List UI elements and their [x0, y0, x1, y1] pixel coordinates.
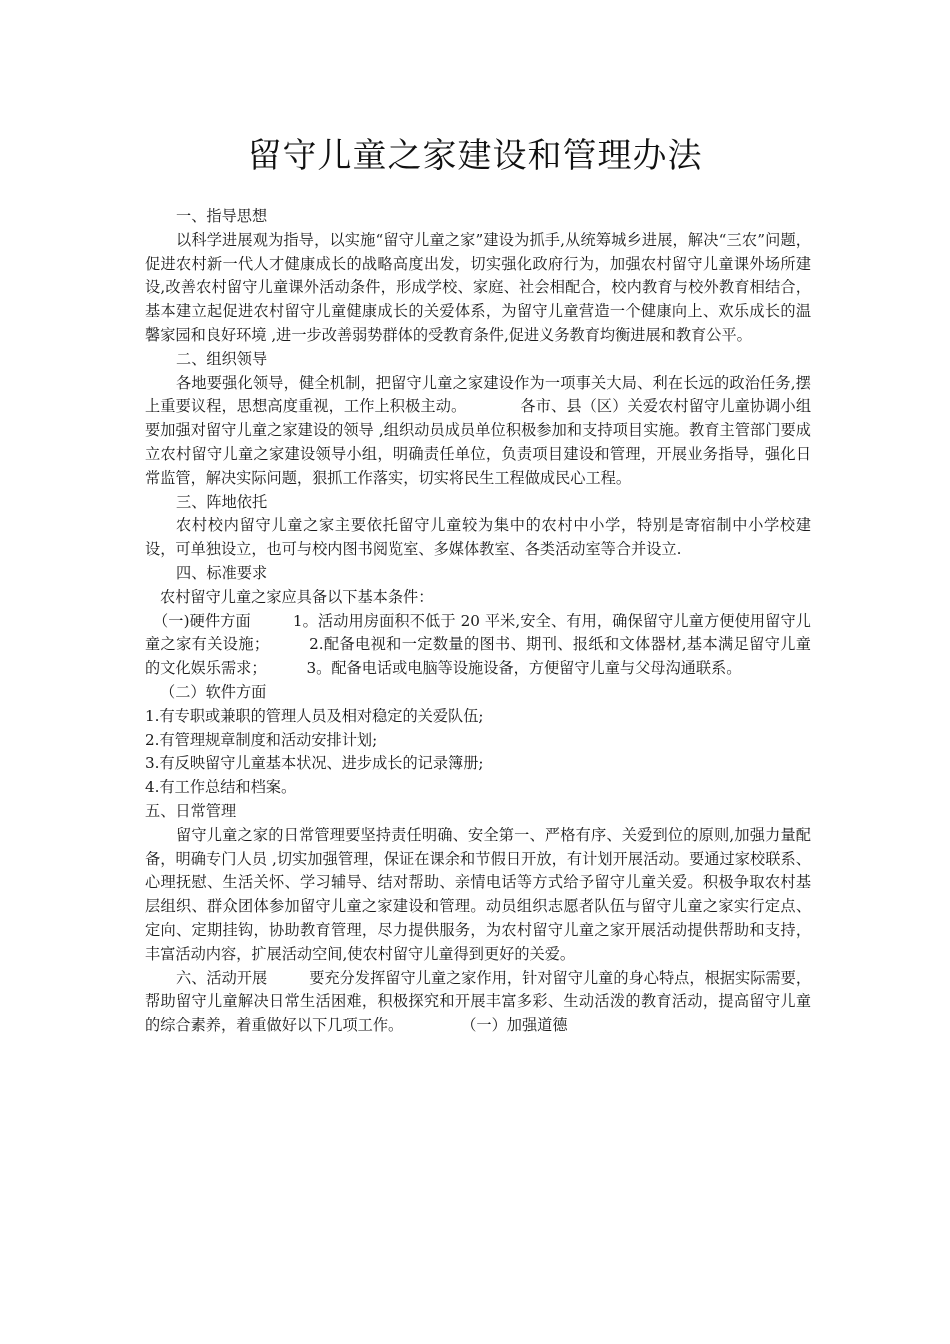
- software-item-4: 4.有工作总结和档案。: [145, 778, 297, 797]
- section-paragraph-5: 留守儿童之家的日常管理要坚持责任明确、安全第一、严格有序、关爱到位的原则,加强力量配备，明确专门人员 ,切实加强管理，保证在课余和节假日开放，有计划开展活动。要通过家校联系、心理抚慰、生活关怀、学习辅导、结对帮助、亲情电话等方式给予留守儿童关爱。积极争取农村基层组织、群众团体参加留守儿童之家建设和管理。动员组织志愿者队伍与留守儿童之家实行定点、定向、定期挂钩，协助教育管理，尽力提供服务，为农村留守儿童之家开展活动提供帮助和支持，丰富活动内容，扩展活动空间,使农村留守儿童得到更好的关爱。: [145, 825, 811, 963]
- software-item-2: 2.有管理规章制度和活动安排计划;: [145, 730, 378, 749]
- section-paragraph-2: [145, 372, 811, 491]
- section-paragraph-2b: 各市、县（区）关爱农村留守儿童协调小组要加强对留守儿童之家建设的领导 ,组织动员成员单位积极参加和支持项目实施。教育主管部门要成立农村留守儿童之家建设领导小组，明确责任单位，负责项目建设和管理，开展业务指导，强化日常监管，解决实际问题，狠抓工作落实，切实将民生工程做成民心工程。: [145, 397, 812, 487]
- section-paragraph-2a: 各地要强化领导，健全机制，把留守儿童之家建设作为一项事关大局、利在长远的政治任务,摆上重要议程，思想高度重视，工作上积极主动。: [145, 373, 811, 416]
- document-body: [145, 205, 811, 1038]
- section-heading-2: 二、组织领导: [176, 349, 268, 368]
- section-heading-3: 三、阵地依托: [176, 492, 268, 511]
- hardware-label: （一)硬件方面: [153, 611, 251, 630]
- document-title: 留守儿童之家建设和管理办法: [247, 136, 703, 176]
- software-label: （二）软件方面: [160, 682, 267, 701]
- software-item-1: 1.有专职或兼职的管理人员及相对稳定的关爱队伍;: [145, 706, 484, 725]
- hardware-item-1: 1。活动用房面积不低于 20 平米,安全、有用，确保留守儿童方便使用留守儿童之家有关设施；: [145, 611, 811, 654]
- hardware-item-2: 2.配备电视和一定数量的图书、期刊、报纸和文体器材,基本满足留守儿童的文化娱乐需求；: [145, 635, 811, 678]
- section-paragraph-3: 农村校内留守儿童之家主要依托留守儿童较为集中的农村中小学，特别是寄宿制中小学校建设，可单独设立，也可与校内图书阅览室、多媒体教室、各类活动室等合并设立.: [145, 516, 811, 559]
- software-item-3: 3.有反映留守儿童基本状况、进步成长的记录簿册;: [145, 754, 484, 773]
- section-heading-5: 五、日常管理: [145, 801, 237, 820]
- section-heading-6: 六、活动开展: [176, 968, 268, 987]
- section-heading-1: 一、指导思想: [176, 207, 268, 225]
- section-paragraph-1: 以科学进展观为指导，以实施“留守儿童之家”建设为抓手,从统筹城乡进展，解决“三农”问题，促进农村新一代人才健康成长的战略高度出发，切实强化政府行为，加强农村留守儿童课外场所建设,改善农村留守儿童课外活动条件，形成学校、家庭、社会相配合，校内教育与校外教育相结合，基本建立起促进农村留守儿童健康成长的关爱体系，为留守儿童营造一个健康向上、欢乐成长的温馨家园和良好环境 ,进一步改善弱势群体的受教育条件,促进义务教育均衡进展和教育公平。: [145, 230, 811, 344]
- section-text-6: 要充分发挥留守儿童之家作用，针对留守儿童的身心特点，根据实际需要，帮助留守儿童解决日常生活困难，积极探究和开展丰富多彩、生动活泼的教育活动，提高留守儿童的综合素养，着重做好以下几项工作。: [145, 968, 812, 1035]
- section-heading-4: 四、标准要求: [176, 563, 268, 582]
- hardware-requirements: [145, 610, 811, 681]
- section-tail-6: （一）加强道德: [461, 1016, 568, 1035]
- section-intro-4: 农村留守儿童之家应具备以下基本条件：: [160, 587, 434, 606]
- hardware-item-3: 3。配备电话或电脑等设施设备，方便留守儿童与父母沟通联系。: [306, 659, 742, 678]
- section-paragraph-6: [145, 967, 811, 1038]
